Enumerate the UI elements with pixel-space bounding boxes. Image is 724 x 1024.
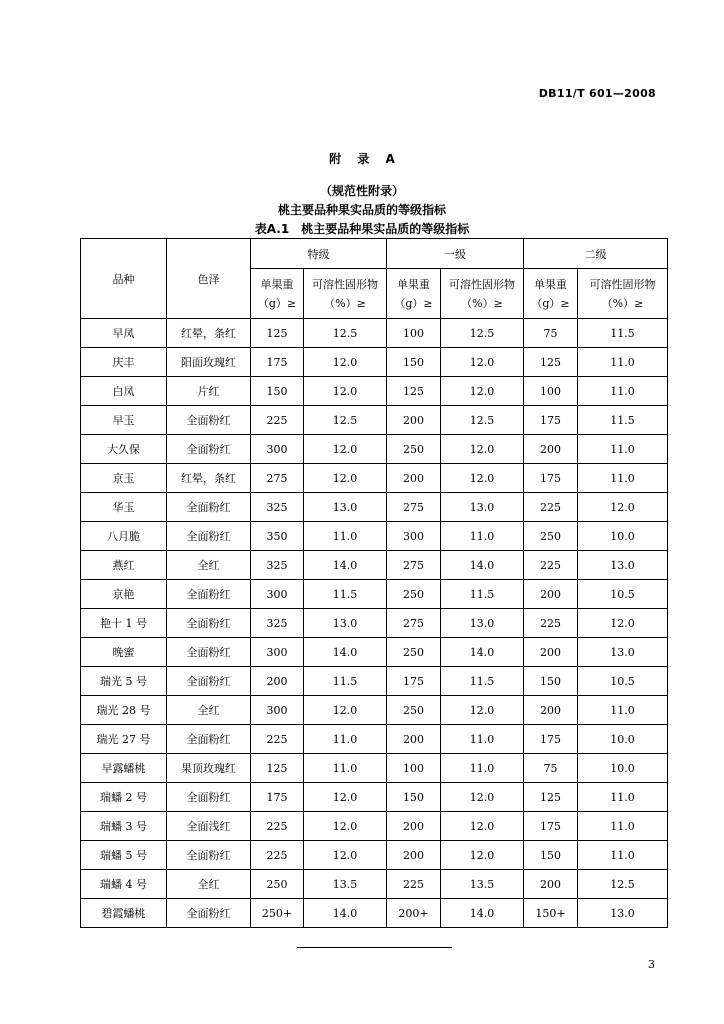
- second-weight-cell: 200: [524, 870, 578, 899]
- special-weight-cell: 250: [251, 870, 304, 899]
- special-solids-cell: 12.0: [304, 841, 387, 870]
- special-weight-cell: 325: [251, 609, 304, 638]
- weight-label: 单果重: [534, 277, 567, 291]
- first-weight-cell: 250: [387, 696, 441, 725]
- color-cell: 果顶玫瑰红: [167, 754, 251, 783]
- second-solids-cell: 12.0: [578, 609, 668, 638]
- color-cell: 红晕，条红: [167, 464, 251, 493]
- solids-label: 可溶性固形物: [449, 277, 515, 291]
- first-weight-cell: 200+: [387, 899, 441, 928]
- second-weight-cell: 150: [524, 841, 578, 870]
- variety-cell: 瑞蟠 4 号: [81, 870, 167, 899]
- color-cell: 全面粉红: [167, 406, 251, 435]
- special-solids-cell: 12.0: [304, 696, 387, 725]
- first-weight-cell: 300: [387, 522, 441, 551]
- table-row: [81, 870, 668, 899]
- solids-label: 可溶性固形物: [589, 277, 656, 291]
- second-weight-cell: 75: [524, 754, 578, 783]
- variety-cell: 瑞光 5 号: [81, 667, 167, 696]
- first-weight-cell: 275: [387, 493, 441, 522]
- table-row: [81, 319, 668, 348]
- special-weight-cell: 325: [251, 551, 304, 580]
- table-row: [81, 783, 668, 812]
- variety-cell: 瑞光 27 号: [81, 725, 167, 754]
- color-cell: 全面粉红: [167, 522, 251, 551]
- first-solids-cell: 12.0: [441, 464, 524, 493]
- table-row: [81, 377, 668, 406]
- first-solids-cell: 12.5: [441, 319, 524, 348]
- color-cell: 片红: [167, 377, 251, 406]
- first-weight-cell: 200: [387, 841, 441, 870]
- weight-label: 单果重: [260, 277, 294, 291]
- first-solids-cell: 12.0: [441, 841, 524, 870]
- color-cell: 全面浅红: [167, 812, 251, 841]
- special-solids-cell: 12.0: [304, 464, 387, 493]
- second-weight-cell: 175: [524, 464, 578, 493]
- solids-unit: （%）≥: [601, 296, 644, 310]
- special-solids-cell: 13.0: [304, 609, 387, 638]
- table-row: [81, 580, 668, 609]
- first-solids-cell: 14.0: [441, 551, 524, 580]
- second-solids-cell: 11.0: [578, 377, 668, 406]
- first-weight-cell: 250: [387, 638, 441, 667]
- first-solids-cell: 12.0: [441, 783, 524, 812]
- special-weight-cell: 300: [251, 435, 304, 464]
- table-row: [81, 667, 668, 696]
- second-solids-cell: 11.0: [578, 464, 668, 493]
- table-row: [81, 841, 668, 870]
- first-weight-cell: 250: [387, 435, 441, 464]
- table-row: [81, 754, 668, 783]
- second-weight-cell: 200: [524, 638, 578, 667]
- variety-cell: 晚蜜: [81, 638, 167, 667]
- second-weight-cell: 225: [524, 493, 578, 522]
- document-code: DB11/T 601—2008: [538, 87, 656, 100]
- header-row-grades: [81, 239, 668, 269]
- color-cell: 全面粉红: [167, 638, 251, 667]
- header-second-weight: [524, 269, 578, 319]
- first-solids-cell: 12.0: [441, 812, 524, 841]
- header-second-solids: [578, 269, 668, 319]
- second-solids-cell: 12.0: [578, 493, 668, 522]
- first-weight-cell: 100: [387, 754, 441, 783]
- variety-cell: 瑞蟠 5 号: [81, 841, 167, 870]
- color-cell: 全红: [167, 870, 251, 899]
- color-cell: 阳面玫瑰红: [167, 348, 251, 377]
- color-cell: 全面粉红: [167, 667, 251, 696]
- special-weight-cell: 300: [251, 696, 304, 725]
- first-weight-cell: 275: [387, 551, 441, 580]
- special-weight-cell: 200: [251, 667, 304, 696]
- header-first-weight: [387, 269, 441, 319]
- second-weight-cell: 125: [524, 783, 578, 812]
- color-cell: 全面粉红: [167, 899, 251, 928]
- color-cell: 红晕，条红: [167, 319, 251, 348]
- special-solids-cell: 12.5: [304, 406, 387, 435]
- second-weight-cell: 175: [524, 812, 578, 841]
- variety-cell: 京艳: [81, 580, 167, 609]
- table-caption: 表A.1 桃主要品种果实品质的等级指标: [254, 222, 470, 236]
- second-solids-cell: 10.5: [578, 580, 668, 609]
- table-row: [81, 348, 668, 377]
- table-row: [81, 899, 668, 928]
- table-header: [81, 239, 668, 319]
- first-weight-cell: 200: [387, 812, 441, 841]
- header-variety: 品种: [81, 239, 167, 319]
- first-solids-cell: 11.0: [441, 725, 524, 754]
- special-weight-cell: 175: [251, 348, 304, 377]
- second-solids-cell: 11.0: [578, 348, 668, 377]
- special-weight-cell: 225: [251, 725, 304, 754]
- special-weight-cell: 325: [251, 493, 304, 522]
- solids-unit: （%）≥: [461, 296, 503, 310]
- variety-cell: 庆丰: [81, 348, 167, 377]
- second-solids-cell: 13.0: [578, 899, 668, 928]
- special-solids-cell: 12.0: [304, 377, 387, 406]
- second-weight-cell: 250: [524, 522, 578, 551]
- second-weight-cell: 200: [524, 580, 578, 609]
- first-weight-cell: 150: [387, 783, 441, 812]
- special-weight-cell: 225: [251, 406, 304, 435]
- color-cell: 全面粉红: [167, 493, 251, 522]
- header-grade-second: 二级: [524, 239, 668, 269]
- special-solids-cell: 12.0: [304, 435, 387, 464]
- table-row: [81, 609, 668, 638]
- second-solids-cell: 10.0: [578, 754, 668, 783]
- first-solids-cell: 12.0: [441, 435, 524, 464]
- special-solids-cell: 11.0: [304, 754, 387, 783]
- second-weight-cell: 125: [524, 348, 578, 377]
- second-weight-cell: 75: [524, 319, 578, 348]
- first-solids-cell: 12.0: [441, 377, 524, 406]
- special-solids-cell: 12.0: [304, 348, 387, 377]
- special-solids-cell: 14.0: [304, 638, 387, 667]
- second-weight-cell: 200: [524, 435, 578, 464]
- special-weight-cell: 300: [251, 580, 304, 609]
- first-weight-cell: 200: [387, 464, 441, 493]
- weight-unit: （g）≥: [531, 296, 570, 310]
- variety-cell: 早凤: [81, 319, 167, 348]
- special-weight-cell: 300: [251, 638, 304, 667]
- table-row: [81, 522, 668, 551]
- special-solids-cell: 12.5: [304, 319, 387, 348]
- table-row: [81, 812, 668, 841]
- first-solids-cell: 14.0: [441, 899, 524, 928]
- variety-cell: 瑞光 28 号: [81, 696, 167, 725]
- special-solids-cell: 12.0: [304, 783, 387, 812]
- first-solids-cell: 13.0: [441, 609, 524, 638]
- second-weight-cell: 200: [524, 696, 578, 725]
- second-solids-cell: 13.0: [578, 551, 668, 580]
- second-weight-cell: 100: [524, 377, 578, 406]
- first-solids-cell: 13.5: [441, 870, 524, 899]
- header-grade-first: 一级: [387, 239, 524, 269]
- first-weight-cell: 125: [387, 377, 441, 406]
- special-solids-cell: 12.0: [304, 812, 387, 841]
- variety-cell: 艳十 1 号: [81, 609, 167, 638]
- first-weight-cell: 200: [387, 725, 441, 754]
- first-solids-cell: 14.0: [441, 638, 524, 667]
- second-solids-cell: 10.0: [578, 725, 668, 754]
- table-row: [81, 464, 668, 493]
- first-solids-cell: 11.5: [441, 580, 524, 609]
- table-body: [81, 319, 668, 928]
- special-weight-cell: 125: [251, 319, 304, 348]
- footnote-rule: [297, 947, 452, 948]
- special-weight-cell: 175: [251, 783, 304, 812]
- special-solids-cell: 13.0: [304, 493, 387, 522]
- appendix-type: （规范性附录）: [319, 184, 404, 198]
- weight-unit: （g）≥: [394, 296, 433, 310]
- header-special-weight: [251, 269, 304, 319]
- special-weight-cell: 225: [251, 812, 304, 841]
- appendix-subtitle: 桃主要品种果实品质的等级指标: [277, 203, 446, 217]
- second-solids-cell: 11.0: [578, 435, 668, 464]
- grade-table: [80, 238, 668, 928]
- first-weight-cell: 250: [387, 580, 441, 609]
- second-solids-cell: 11.0: [578, 812, 668, 841]
- second-solids-cell: 11.5: [578, 406, 668, 435]
- table-row: [81, 493, 668, 522]
- special-weight-cell: 275: [251, 464, 304, 493]
- variety-cell: 早玉: [81, 406, 167, 435]
- second-solids-cell: 10.0: [578, 522, 668, 551]
- weight-label: 单果重: [397, 277, 430, 291]
- color-cell: 全面粉红: [167, 609, 251, 638]
- special-solids-cell: 11.5: [304, 580, 387, 609]
- header-special-solids: [304, 269, 387, 319]
- appendix-title: 附 录 A: [329, 152, 395, 166]
- second-solids-cell: 10.5: [578, 667, 668, 696]
- table-row: [81, 638, 668, 667]
- variety-cell: 京玉: [81, 464, 167, 493]
- second-solids-cell: 11.0: [578, 696, 668, 725]
- weight-unit: （g）≥: [257, 296, 297, 310]
- variety-cell: 碧霞蟠桃: [81, 899, 167, 928]
- second-solids-cell: 12.5: [578, 870, 668, 899]
- color-cell: 全红: [167, 551, 251, 580]
- special-weight-cell: 350: [251, 522, 304, 551]
- solids-label: 可溶性固形物: [312, 277, 378, 291]
- second-weight-cell: 175: [524, 725, 578, 754]
- special-solids-cell: 11.0: [304, 522, 387, 551]
- special-solids-cell: 14.0: [304, 551, 387, 580]
- table-row: [81, 406, 668, 435]
- special-weight-cell: 225: [251, 841, 304, 870]
- header-grade-special: 特级: [251, 239, 387, 269]
- first-solids-cell: 12.0: [441, 348, 524, 377]
- second-solids-cell: 11.0: [578, 841, 668, 870]
- color-cell: 全面粉红: [167, 783, 251, 812]
- variety-cell: 华玉: [81, 493, 167, 522]
- first-weight-cell: 275: [387, 609, 441, 638]
- second-weight-cell: 150+: [524, 899, 578, 928]
- first-weight-cell: 175: [387, 667, 441, 696]
- first-solids-cell: 12.5: [441, 406, 524, 435]
- special-solids-cell: 14.0: [304, 899, 387, 928]
- special-solids-cell: 11.0: [304, 725, 387, 754]
- table-row: [81, 551, 668, 580]
- second-weight-cell: 175: [524, 406, 578, 435]
- special-weight-cell: 250+: [251, 899, 304, 928]
- header-color: 色泽: [167, 239, 251, 319]
- special-solids-cell: 11.5: [304, 667, 387, 696]
- second-weight-cell: 150: [524, 667, 578, 696]
- header-first-solids: [441, 269, 524, 319]
- first-weight-cell: 225: [387, 870, 441, 899]
- variety-cell: 瑞蟠 3 号: [81, 812, 167, 841]
- color-cell: 全红: [167, 696, 251, 725]
- first-solids-cell: 12.0: [441, 696, 524, 725]
- table-row: [81, 725, 668, 754]
- variety-cell: 早露蟠桃: [81, 754, 167, 783]
- first-solids-cell: 11.0: [441, 522, 524, 551]
- special-weight-cell: 125: [251, 754, 304, 783]
- variety-cell: 大久保: [81, 435, 167, 464]
- color-cell: 全面粉红: [167, 580, 251, 609]
- first-solids-cell: 11.0: [441, 754, 524, 783]
- first-weight-cell: 100: [387, 319, 441, 348]
- second-solids-cell: 13.0: [578, 638, 668, 667]
- variety-cell: 燕红: [81, 551, 167, 580]
- solids-unit: （%）≥: [324, 296, 366, 310]
- color-cell: 全面粉红: [167, 725, 251, 754]
- color-cell: 全面粉红: [167, 841, 251, 870]
- table-row: [81, 696, 668, 725]
- variety-cell: 八月脆: [81, 522, 167, 551]
- second-weight-cell: 225: [524, 609, 578, 638]
- second-solids-cell: 11.0: [578, 783, 668, 812]
- second-solids-cell: 11.5: [578, 319, 668, 348]
- special-weight-cell: 150: [251, 377, 304, 406]
- variety-cell: 瑞蟠 2 号: [81, 783, 167, 812]
- first-weight-cell: 200: [387, 406, 441, 435]
- table-row: [81, 435, 668, 464]
- first-solids-cell: 11.5: [441, 667, 524, 696]
- first-solids-cell: 13.0: [441, 493, 524, 522]
- second-weight-cell: 225: [524, 551, 578, 580]
- variety-cell: 白凤: [81, 377, 167, 406]
- special-solids-cell: 13.5: [304, 870, 387, 899]
- color-cell: 全面粉红: [167, 435, 251, 464]
- page-number: 3: [648, 958, 655, 971]
- first-weight-cell: 150: [387, 348, 441, 377]
